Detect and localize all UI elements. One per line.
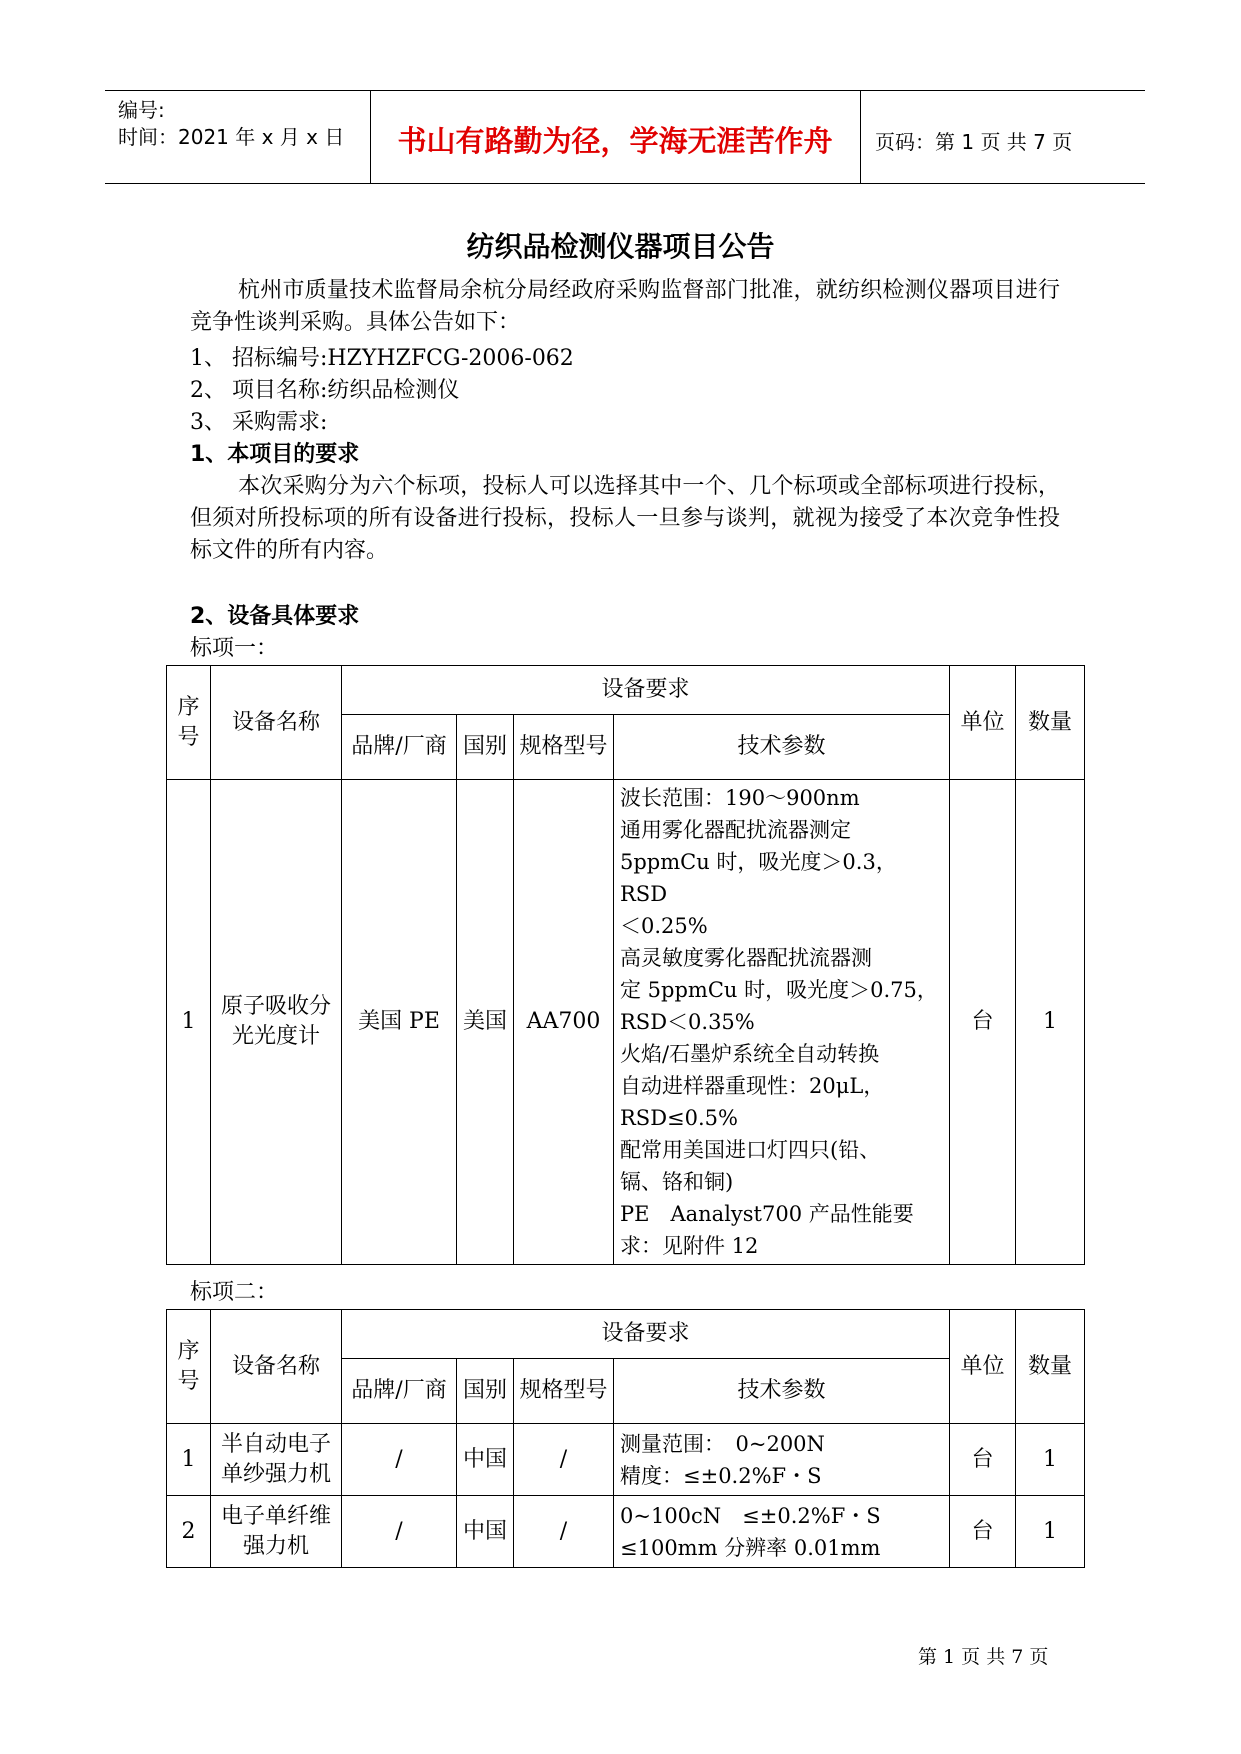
cell-seq: 1 [167, 1424, 211, 1496]
header-motto: 书山有路勤为径，学海无涯苦作舟 [397, 124, 833, 158]
cell-qty: 1 [1016, 780, 1085, 1265]
param-line: ＜0.25% [620, 914, 708, 938]
cell-model: / [514, 1424, 614, 1496]
header-params: 技术参数 [614, 1359, 950, 1424]
param-line: 求：见附件 12 [620, 1234, 759, 1258]
cell-unit: 台 [950, 780, 1016, 1265]
param-line: PE Aanalyst700 产品性能要 [620, 1202, 914, 1226]
list-item [190, 375, 459, 407]
intro-paragraph: 杭州市质量技术监督局余杭分局经政府采购监督部门批准，就纺织检测仪器项目进行竞争性谈判采购。具体公告如下： [190, 278, 1060, 335]
header-device-name: 设备名称 [211, 666, 342, 780]
cell-unit: 台 [950, 1496, 1016, 1568]
list-item-text: 招标编号:HZYHZFCG-2006-062 [232, 346, 574, 371]
list-item-number: 2、 [190, 378, 226, 403]
header-country: 国别 [457, 715, 514, 780]
param-line: 0~100cN ≤±0.2%F・S [620, 1503, 881, 1528]
header-bottom-rule [105, 183, 1145, 184]
param-line: 精度：≤±0.2%F・S [620, 1463, 822, 1488]
param-line: 镉、铬和铜) [620, 1170, 734, 1194]
section-paragraph: 本次采购分为六个标项，投标人可以选择其中一个、几个标项或全部标项进行投标，但须对所投标项的所有设备进行投标，投标人一旦参与谈判，就视为接受了本次竞争性投标文件的所有内容。 [190, 474, 1060, 563]
cell-params [614, 1496, 950, 1568]
param-line: 高灵敏度雾化器配扰流器测 [620, 946, 872, 970]
cell-params [614, 1424, 950, 1496]
cell-country: 中国 [457, 1496, 514, 1568]
cell-qty: 1 [1016, 1496, 1085, 1568]
param-line: 自动进样器重现性：20μL， [620, 1074, 885, 1098]
header-top-rule [105, 90, 1145, 91]
lot-label: 标项二： [190, 1280, 279, 1305]
header-device-name: 设备名称 [211, 1310, 342, 1424]
param-line: 测量范围： 0~200N [620, 1431, 825, 1456]
section-heading: 1、本项目的要求 [190, 442, 360, 467]
header-requirements: 设备要求 [342, 1310, 950, 1359]
list-item [190, 407, 327, 439]
header-brand: 品牌/厂商 [342, 715, 457, 780]
cell-params [614, 780, 950, 1265]
param-line: 通用雾化器配扰流器测定 [620, 818, 851, 842]
header-qty: 数量 [1016, 1310, 1085, 1424]
header-model: 规格型号 [514, 1359, 614, 1424]
header-brand: 品牌/厂商 [342, 1359, 457, 1424]
header-model: 规格型号 [514, 715, 614, 780]
param-line: RSD≤0.5% [620, 1106, 738, 1130]
cell-device-name: 半自动电子单纱强力机 [211, 1424, 342, 1496]
table-row [167, 1424, 1085, 1496]
cell-model: AA700 [514, 780, 614, 1265]
header-divider-left [370, 90, 371, 184]
list-item [190, 343, 574, 375]
header-number-label: 编号: [118, 98, 165, 122]
lot-label: 标项一： [190, 636, 279, 661]
page-footer: 第 1 页 共 7 页 [918, 1646, 1049, 1668]
cell-device-name: 电子单纤维强力机 [211, 1496, 342, 1568]
header-seq: 序号 [167, 1310, 211, 1424]
table-row [167, 1496, 1085, 1568]
cell-device-name: 原子吸收分光光度计 [211, 780, 342, 1265]
cell-country: 中国 [457, 1424, 514, 1496]
header-country: 国别 [457, 1359, 514, 1424]
list-item-number: 3、 [190, 410, 226, 435]
lot1-table [166, 665, 1085, 1265]
param-line: RSD＜0.35% [620, 1010, 755, 1034]
section-heading: 2、设备具体要求 [190, 604, 360, 629]
param-line: 配常用美国进口灯四只(铅、 [620, 1138, 881, 1162]
header-qty: 数量 [1016, 666, 1085, 780]
header-unit: 单位 [950, 666, 1016, 780]
cell-brand: / [342, 1424, 457, 1496]
document-title: 纺织品检测仪器项目公告 [466, 230, 775, 263]
cell-country: 美国 [457, 780, 514, 1265]
cell-seq: 2 [167, 1496, 211, 1568]
cell-model: / [514, 1496, 614, 1568]
list-item-text: 采购需求: [232, 410, 328, 435]
header-params: 技术参数 [614, 715, 950, 780]
param-line: 5ppmCu 时，吸光度＞0.3，RSD [620, 850, 897, 906]
param-line: ≤100mm 分辨率 0.01mm [620, 1535, 881, 1560]
table-row [167, 780, 1085, 1265]
lot2-table [166, 1309, 1085, 1568]
header-divider-right [860, 90, 861, 184]
param-line: 火焰/石墨炉系统全自动转换 [620, 1042, 880, 1066]
param-line: 波长范围：190～900nm [620, 786, 860, 810]
cell-brand: 美国 PE [342, 780, 457, 1265]
cell-qty: 1 [1016, 1424, 1085, 1496]
header-requirements: 设备要求 [342, 666, 950, 715]
header-seq: 序号 [167, 666, 211, 780]
header-page-label: 页码：第 1 页 共 7 页 [875, 130, 1073, 154]
list-item-number: 1、 [190, 346, 226, 371]
cell-seq: 1 [167, 780, 211, 1265]
cell-brand: / [342, 1496, 457, 1568]
header-time-label: 时间：2021 年 x 月 x 日 [118, 125, 345, 149]
param-line: 定 5ppmCu 时，吸光度＞0.75， [620, 978, 938, 1002]
list-item-text: 项目名称:纺织品检测仪 [232, 378, 460, 403]
cell-unit: 台 [950, 1424, 1016, 1496]
header-unit: 单位 [950, 1310, 1016, 1424]
